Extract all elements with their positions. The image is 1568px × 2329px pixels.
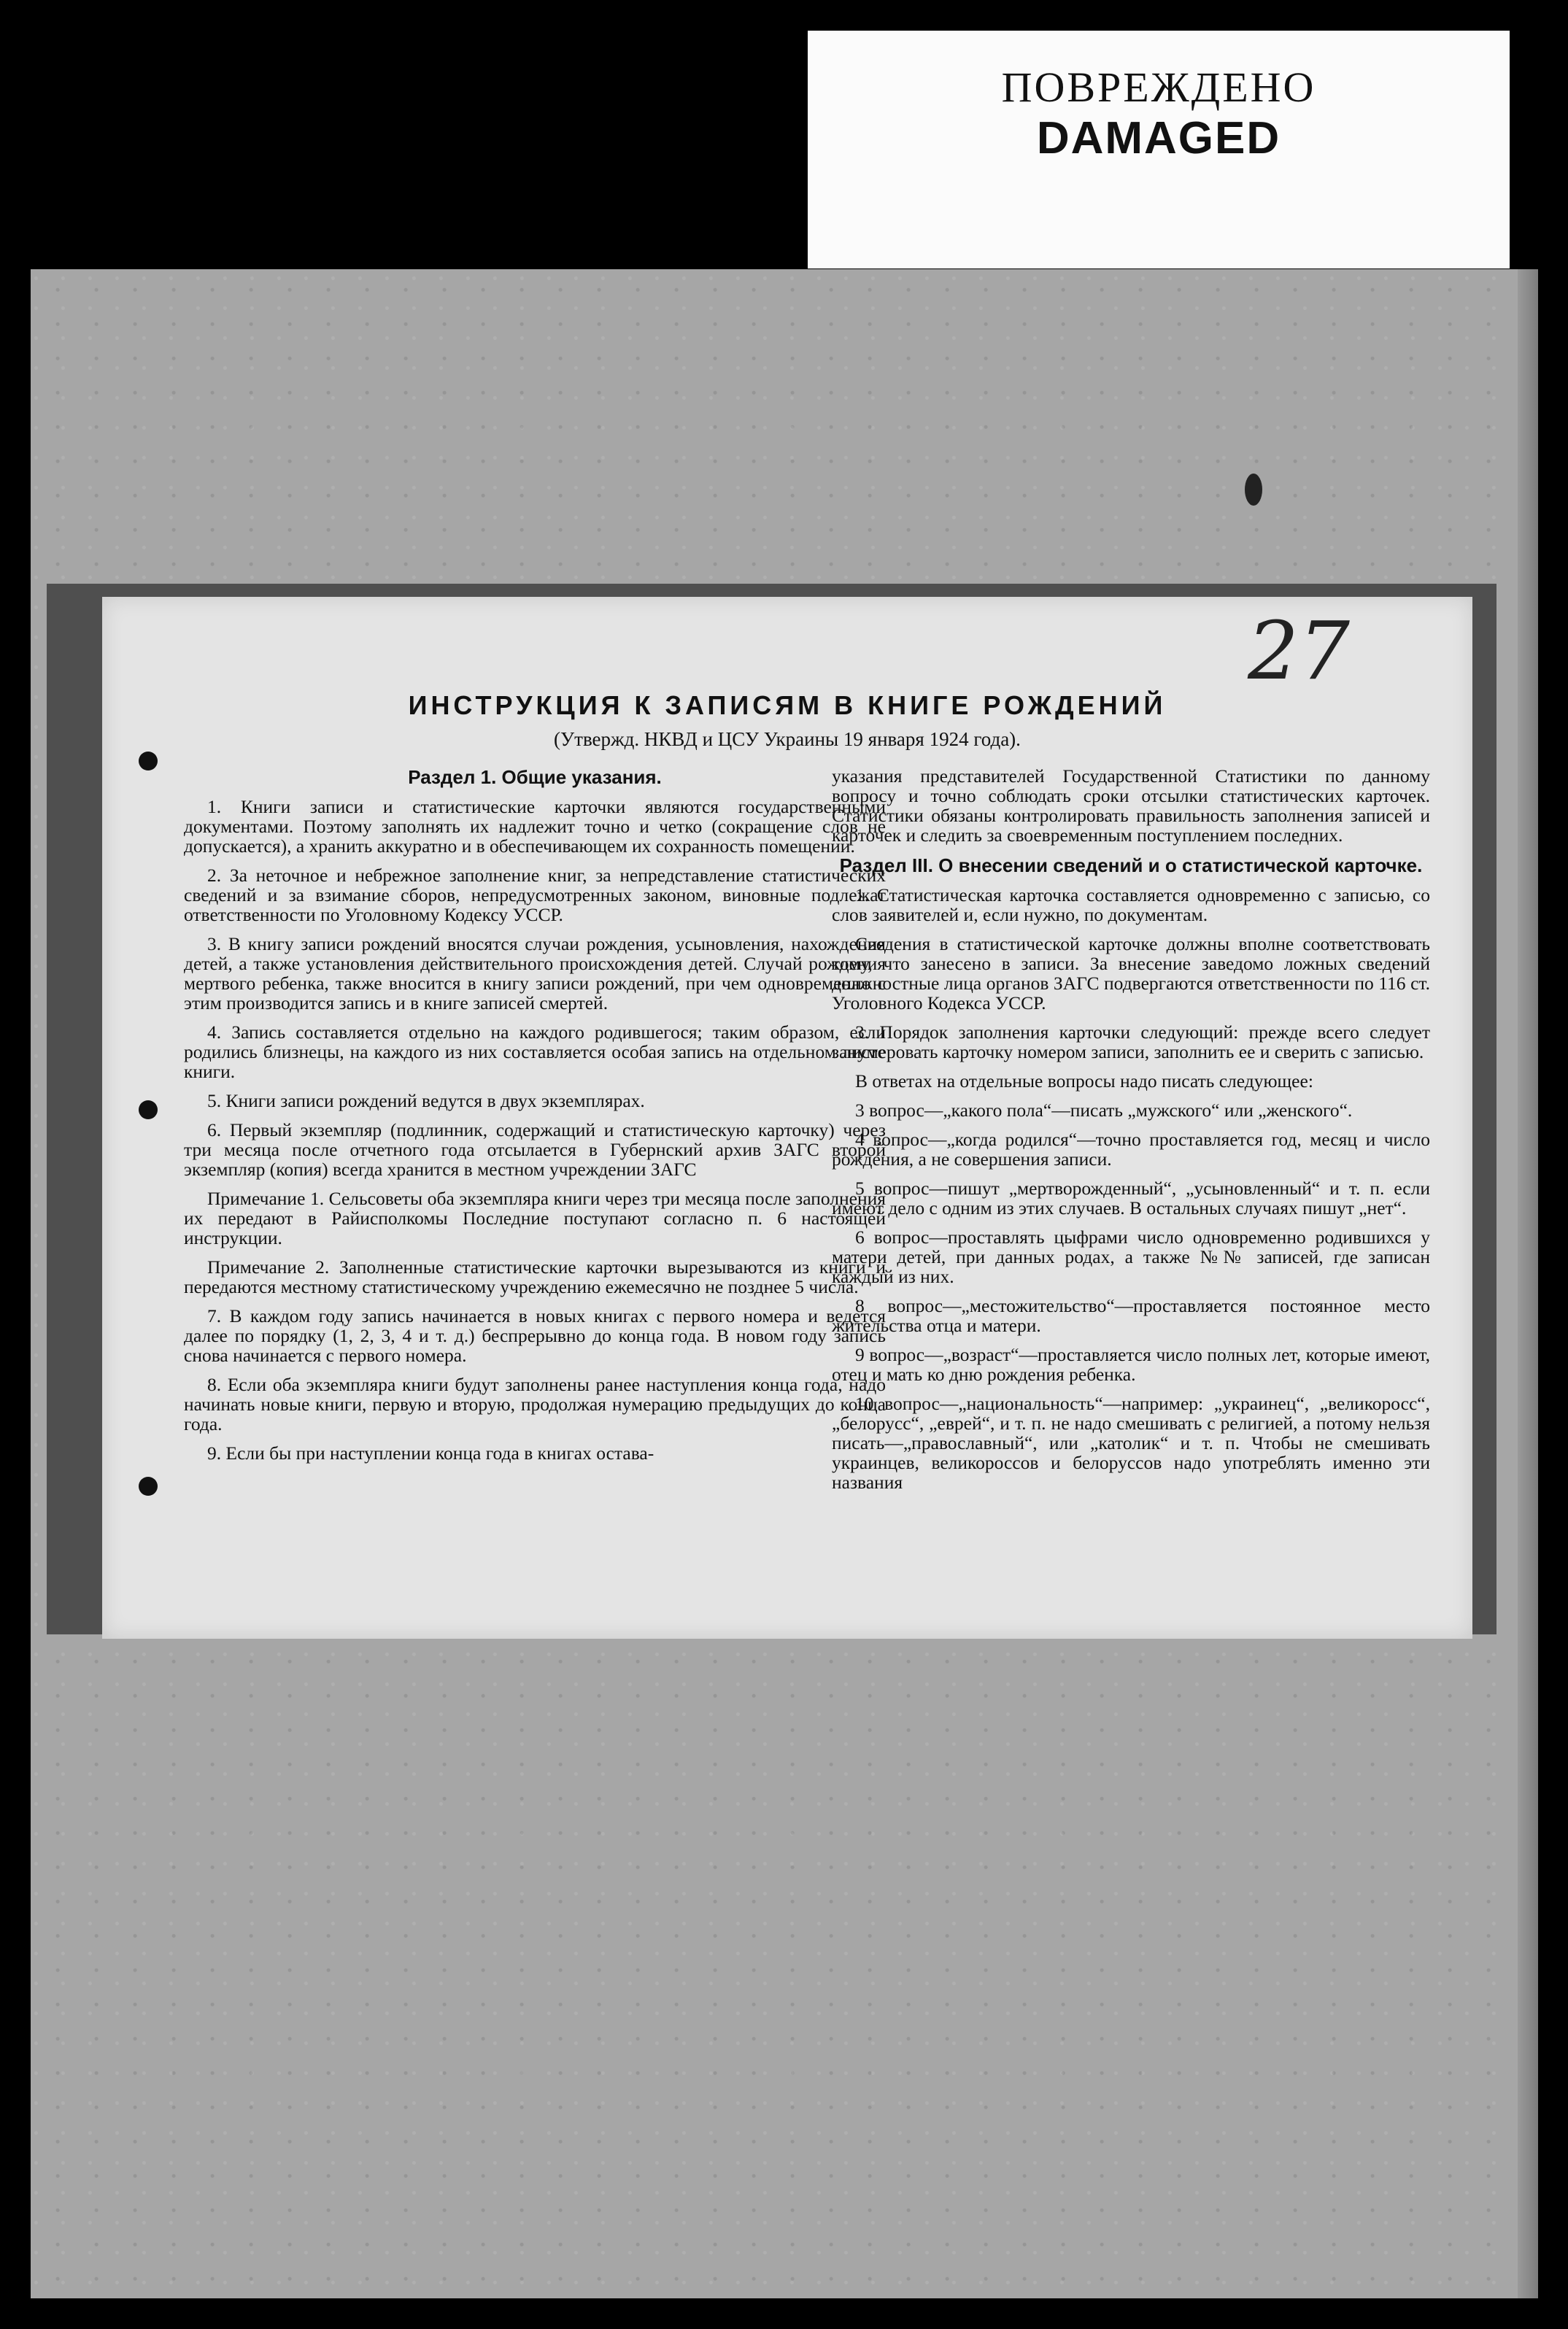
- paragraph: 8 вопрос—„местожительство“—проставляется постоянное место жительства отца и матери.: [832, 1295, 1430, 1336]
- paragraph: 1. Книги записи и статистические карточки являются государственными документами. Поэтому заполнять их надлежит точно и четко (сокращение слов не допускается), а хранить аккуратно и в обеспечивающем их сохранность помещении.: [184, 796, 886, 857]
- ink-spot: [1245, 474, 1262, 506]
- right-column: [832, 766, 1430, 1502]
- stamp-text-en: DAMAGED: [1036, 113, 1281, 163]
- paragraph: 4. Запись составляется отдельно на каждого родившегося; таким образом, если родились близнецы, на каждого из них составляется особая запись на отдельном листе книги.: [184, 1021, 886, 1082]
- binding-hole: [139, 1100, 158, 1119]
- continued-paragraph: указания представителей Государственной Статистики по данному вопросу и точно соблюдать сроки отсылки статистических карточек. Статистики обязаны контролировать правильность заполнения записей и карточек и следить за своевременным поступлением последних.: [832, 765, 1430, 846]
- paragraph: 9. Если бы при наступлении конца года в книгах остава-: [207, 1442, 654, 1464]
- section-heading: Раздел III. О внесении сведений и о статистической карточке.: [839, 854, 1423, 876]
- binding-hole: [139, 752, 158, 770]
- paragraph: 8. Если оба экземпляра книги будут заполнены ранее наступления конца года, надо начинать новые книги, первую и вторую, продолжая нумерацию предыдущих до конца года.: [184, 1374, 886, 1434]
- paragraph: 7. В каждом году запись начинается в новых книгах с первого номера и ведется далее по порядку (1, 2, 3, 4 и т. д.) беспрерывно до конца года. В новом году запись снова начинается с первого номера.: [184, 1305, 886, 1366]
- instruction-sheet: [102, 597, 1472, 1639]
- cardboard-edge: [1518, 269, 1538, 2298]
- paragraph: 6. Первый экземпляр (подлинник, содержащий и статистическую карточку) через три месяца после отчетного года отсылается в Губернский архив ЗАГС второй экземпляр (копия) всегда хранится в местном учреждении ЗАГС: [184, 1119, 886, 1180]
- stamp-text-ru: ПОВРЕЖДЕНО: [1001, 63, 1316, 111]
- note-paragraph: Примечание 1. Сельсоветы оба экземпляра книги через три месяца после заполнения их передают в Райисполкомы Последние поступают согласно п. 6 настоящей инструкции.: [184, 1188, 886, 1248]
- paragraph: 3. Порядок заполнения карточки следующий: прежде всего следует занумеровать карточку номером записи, заполнить ее и сверить с записью.: [832, 1021, 1430, 1062]
- paragraph: Сведения в статистической карточке должны вполне соответствовать тому, что занесено в записи. За внесение заведомо ложных сведений должностные лица органов ЗАГС подвергаются ответственности по 116 ст. Уголовного Кодекса УССР.: [832, 933, 1430, 1013]
- damaged-stamp-label: [808, 31, 1510, 269]
- note-paragraph: Примечание 2. Заполненные статистические карточки вырезываются из книги и передаются местному статистическому учреждению ежемесячно не позднее 5 числа.: [184, 1256, 886, 1297]
- paragraph: 2. За неточное и небрежное заполнение книг, за непредставление статистических сведений и за взимание сборов, непредусмотренных законом, виновные подлежат ответственности по Уголовному Кодексу УССР.: [184, 865, 886, 925]
- document-title: ИНСТРУКЦИЯ К ЗАПИСЯМ В КНИГЕ РОЖДЕНИЙ: [408, 690, 1167, 720]
- paragraph: В ответах на отдельные вопросы надо писать следующее:: [855, 1070, 1313, 1092]
- paragraph: 5 вопрос—пишут „мертворожденный“, „усыновленный“ и т. п. если имеют дело с одним из этих случаев. В остальных случаях пишут „нет“.: [832, 1178, 1430, 1218]
- paragraph: 3. В книгу записи рождений вносятся случаи рождения, усыновления, нахождения детей, а также установления действительного происхождения детей. Случай рождения мертвого ребенка, также вносится в книгу записи рождений, при чем одновременно с этим производится запись и в книге записей смертей.: [184, 933, 886, 1013]
- binding-hole: [139, 1477, 158, 1496]
- page-number: 27: [1248, 604, 1350, 698]
- paragraph: 3 вопрос—„какого пола“—писать „мужского“ или „женского“.: [855, 1100, 1353, 1121]
- paragraph: 4 вопрос—„когда родился“—точно проставляется год, месяц и число рождения, а не совершения записи.: [832, 1129, 1430, 1170]
- left-column: [184, 766, 886, 1472]
- paragraph: 9 вопрос—„возраст“—проставляется число полных лет, которые имеют, отец и мать ко дню рождения ребенка.: [832, 1344, 1430, 1385]
- paragraph: 5. Книги записи рождений ведутся в двух экземплярах.: [207, 1090, 645, 1111]
- paragraph: 6 вопрос—проставлять цыфрами число одновременно родившихся у матери детей, при данных родах, а также №№ записей, где записан каждый из них.: [832, 1227, 1430, 1287]
- section-heading: Раздел 1. Общие указания.: [408, 766, 662, 788]
- paragraph: 1. Статистическая карточка составляется одновременно с записью, со слов заявителей и, если нужно, по документам.: [832, 884, 1430, 925]
- document-subtitle: (Утвержд. НКВД и ЦСУ Украины 19 января 1924 года).: [554, 728, 1021, 750]
- paragraph: 10 вопрос—„национальность“—например: „украинец“, „великоросс“, „белорусс“, „еврей“, и т. п. не надо смешивать с религией, а потому нельзя писать—„православный“, или „католик“ и т. п. Чтобы не смешивать украинцев, великороссов и белоруссов надо употреблять именно эти названия: [832, 1393, 1430, 1493]
